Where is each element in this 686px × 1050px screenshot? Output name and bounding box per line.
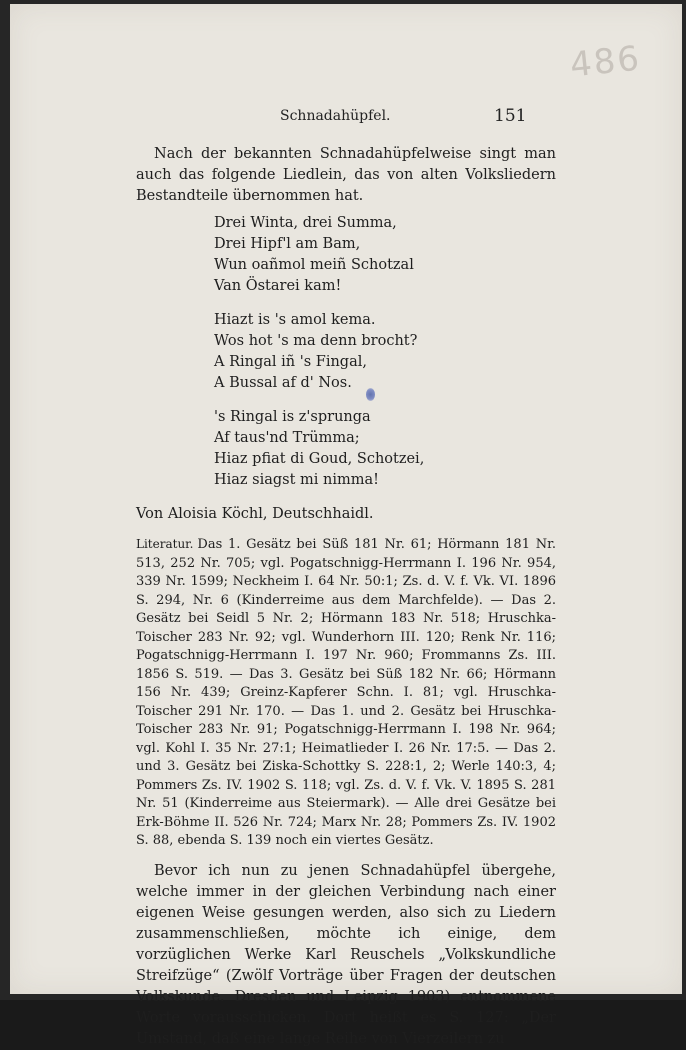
song-stanza-1 <box>214 213 556 297</box>
stanza-line: Wun oañmol meiñ Schotzal <box>214 257 414 273</box>
stanza-line: Drei Winta, drei Summa, <box>214 215 397 231</box>
page-body <box>136 144 556 1050</box>
literature-label: Literatur. <box>136 537 194 551</box>
closing-paragraph: Bevor ich nun zu jenen Schnadahüpfel übergehe, welche immer in der gleichen Verbindung nach einer eigenen Weise gesungen werden, also sich zu Liedern zusammenschließen, möchte ich einige, dem vorzüglichen Werke Karl Reuschels „Volkskundliche Streifzüge“ (Zwölf Vorträge über Fragen der deutschen Volkskunde. Dresden und Leipzig 1903) entnommene Worte vorausschicken. Dort heißt es S. 127: „Der Umstand, daß eine lange Reihe von Vierzeilern zu <box>136 862 556 1047</box>
book-page <box>10 4 682 1047</box>
stanza-line: Af taus'nd Trümma; <box>214 430 360 446</box>
stanza-line: Drei Hipf'l am Bam, <box>214 236 361 252</box>
literature-text: Das 1. Gesätz bei Süß 181 Nr. 61; Hörmann 181 Nr. 513, 252 Nr. 705; vgl. Pogatschnigg-Herrmann I. 196 Nr. 954, 339 Nr. 1599; Neckheim I. 64 Nr. 50:1; Zs. d. V. f. Vk. VI. 1896 S. 294, Nr. 6 (Kinderreime aus dem Marchfelde). — Das 2. Gesätz bei Seidl 5 Nr. 2; Hörmann 183 Nr. 518; Hruschka-Toischer 283 Nr. 92; vgl. Wunderhorn III. 120; Renk Nr. 116; Pogatschnigg-Herrmann I. 197 Nr. 960; Frommanns Zs. III. 1856 S. 519. — Das 3. Gesätz bei Süß 182 Nr. 66; Hörmann 156 Nr. 439; Greinz-Kapferer Schn. I. 81; vgl. Hruschka-Toischer 291 Nr. 170. — Das 1. und 2. Gesätz bei Hruschka-Toischer 283 Nr. 91; Pogatschnigg-Herrmann I. 198 Nr. 964; vgl. Kohl I. 35 Nr. 27:1; Heimatlieder I. 26 Nr. 17:5. — Das 2. und 3. Gesätz bei Ziska-Schottky S. 228:1, 2; Werle 140:3, 4; Pommers Zs. IV. 1902 S. 118; vgl. Zs. d. V. f. Vk. V. 1895 S. 281 Nr. 51 (Kinderreime aus Steiermark). — Alle drei Gesätze bei Erk-Böhme II. 526 Nr. 724; Marx Nr. 28; Pommers Zs. IV. 1902 S. 88, ebenda S. 139 noch ein viertes Gesätz. <box>136 537 556 848</box>
running-title: Schnadahüpfel. <box>280 108 391 124</box>
literature-references <box>136 535 556 851</box>
stanza-line: Hiaz pfiat di Goud, Schotzei, <box>214 451 425 467</box>
stanza-line: Hiaz siagst mi nimma! <box>214 472 380 488</box>
song-stanza-2 <box>214 310 556 394</box>
intro-paragraph: Nach der bekannten Schnadahüpfelweise singt man auch das folgende Liedlein, das von alten Volksliedern Bestandteile übernommen hat. <box>136 146 556 204</box>
stanza-line: Van Östarei kam! <box>214 278 342 294</box>
attribution-line: Von Aloisia Köchl, Deutschhaidl. <box>136 506 374 522</box>
pencil-annotation: 486 <box>568 38 643 86</box>
page-number: 151 <box>494 106 527 126</box>
stanza-line: Wos hot 's ma denn brocht? <box>214 333 418 349</box>
stanza-line: A Ringal iñ 's Fingal, <box>214 354 367 370</box>
stanza-line: 's Ringal is z'sprunga <box>214 409 371 425</box>
song-stanza-3 <box>214 407 556 491</box>
stanza-line: Hiazt is 's amol kema. <box>214 312 376 328</box>
stanza-line: A Bussal af d' Nos. <box>214 375 352 391</box>
